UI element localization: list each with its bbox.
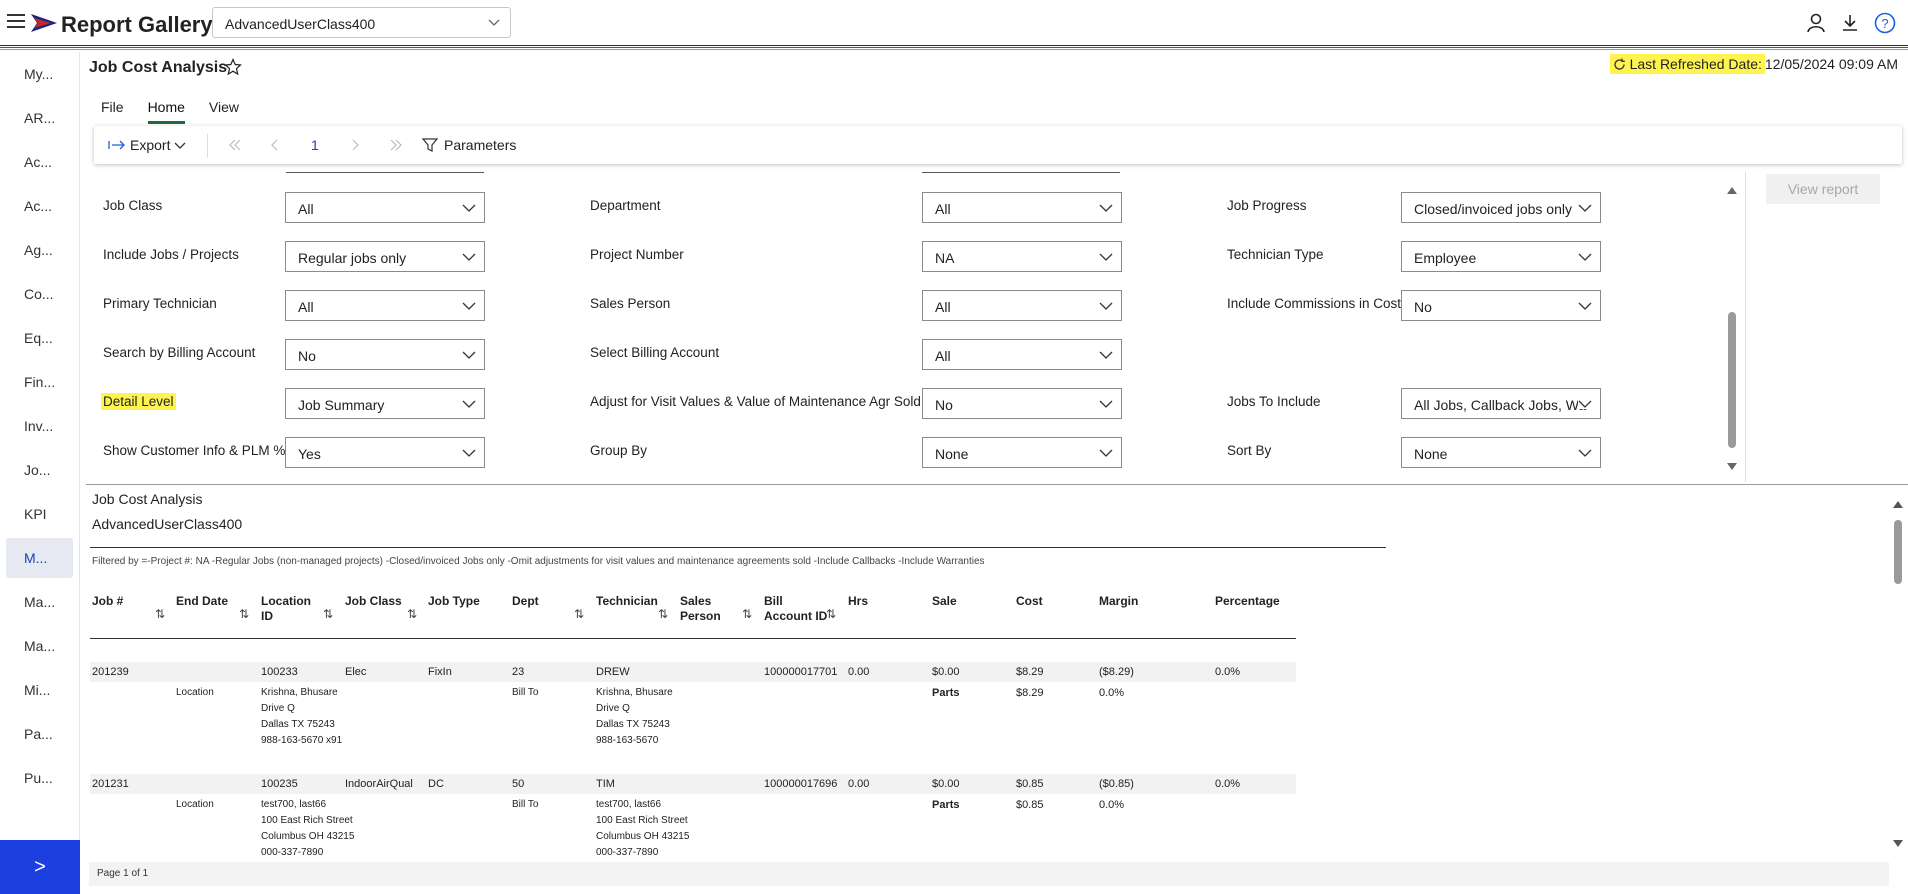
report-viewer xyxy=(86,485,1886,861)
param-value: No xyxy=(298,348,316,364)
sidebar-item[interactable]: KPI xyxy=(24,506,47,522)
param-value: No xyxy=(935,397,953,413)
sidebar-item[interactable]: Co... xyxy=(24,286,54,302)
col-header-line: Person xyxy=(680,609,721,623)
address-line: Drive Q xyxy=(261,703,295,714)
sidebar-item[interactable]: My... xyxy=(24,66,54,82)
chevron-down-icon xyxy=(1578,203,1592,213)
cell-job-type: DC xyxy=(428,778,444,790)
cell-job-class: IndoorAirQual xyxy=(345,778,413,790)
location-label: Location xyxy=(176,687,214,698)
sidebar-item[interactable]: Pu... xyxy=(24,770,53,786)
sidebar-item[interactable]: Eq... xyxy=(24,330,53,346)
last-page-icon[interactable] xyxy=(389,139,403,151)
address-line: test700, last66 xyxy=(261,799,327,810)
param-label-job-progress: Job Progress xyxy=(1227,198,1307,213)
sort-icon[interactable]: ⇅ xyxy=(658,607,669,621)
sidebar-item[interactable]: Fin... xyxy=(24,374,56,390)
cell-job-type: FixIn xyxy=(428,666,452,678)
parts-percentage: 0.0% xyxy=(1099,799,1125,811)
chevron-down-icon xyxy=(174,140,186,150)
param-label-include-jobs: Include Jobs / Projects xyxy=(103,247,239,262)
chevron-down-icon xyxy=(488,17,500,27)
parts-cost: $0.85 xyxy=(1016,799,1044,811)
sidebar xyxy=(0,52,80,894)
cell-dept: 50 xyxy=(512,778,525,790)
parts-cost: $8.29 xyxy=(1016,687,1044,699)
param-label-technician-type: Technician Type xyxy=(1227,247,1324,262)
param-value: All xyxy=(935,348,951,364)
bill-to-address xyxy=(596,685,673,749)
col-header-job-type[interactable]: Job Type xyxy=(428,594,480,608)
export-button[interactable] xyxy=(108,137,186,153)
last-refreshed-highlight xyxy=(1610,54,1765,74)
address-line: 988-163-5670 xyxy=(596,735,659,746)
param-value: Job Summary xyxy=(298,397,385,413)
prev-page-icon[interactable] xyxy=(270,139,280,151)
report-toolbar xyxy=(94,126,1902,164)
sidebar-item[interactable]: Jo... xyxy=(24,462,51,478)
report-subtitle: AdvancedUserClass400 xyxy=(92,516,243,532)
param-label-department: Department xyxy=(590,198,661,213)
filter-icon xyxy=(422,137,438,153)
export-icon xyxy=(108,139,126,151)
parts-label: Parts xyxy=(932,687,960,699)
param-group-by[interactable] xyxy=(922,437,1122,468)
cell-bill-account: 100000017701 xyxy=(764,666,838,678)
cell-hrs: 0.00 xyxy=(848,778,870,790)
address-line: Columbus OH 43215 xyxy=(596,831,690,842)
first-page-icon[interactable] xyxy=(228,139,242,151)
col-header-dept[interactable]: Dept xyxy=(512,594,539,608)
address-line: test700, last66 xyxy=(596,799,662,810)
next-page-icon[interactable] xyxy=(350,139,360,151)
param-value: None xyxy=(1414,446,1448,462)
cell-job-class: Elec xyxy=(345,666,367,678)
col-header-sales-person[interactable] xyxy=(680,594,721,624)
chevron-down-icon xyxy=(1099,301,1113,311)
param-search-billing[interactable] xyxy=(285,339,485,370)
chevron-down-icon xyxy=(462,399,476,409)
param-value: Yes xyxy=(298,446,321,462)
sort-icon[interactable]: ⇅ xyxy=(155,607,166,621)
address-line: Dallas TX 75243 xyxy=(596,719,670,730)
col-header-end-date[interactable]: End Date xyxy=(176,594,229,608)
chevron-down-icon xyxy=(462,448,476,458)
param-include-commissions[interactable] xyxy=(1401,290,1601,321)
user-icon[interactable] xyxy=(1806,13,1826,33)
col-header-bill-account[interactable] xyxy=(764,594,827,624)
cell-location-id: 100233 xyxy=(261,666,298,678)
header-rule xyxy=(90,638,1296,639)
tab-view[interactable]: View xyxy=(208,99,240,115)
cell-location-id: 100235 xyxy=(261,778,298,790)
cell-percentage: 0.0% xyxy=(1215,778,1241,790)
address-line: Columbus OH 43215 xyxy=(261,831,355,842)
sidebar-item[interactable]: Ac... xyxy=(24,198,53,214)
page-number[interactable]: 1 xyxy=(311,137,319,153)
param-adjust-visit[interactable] xyxy=(922,388,1122,419)
address-line: 000-337-7890 xyxy=(261,847,324,858)
col-header-job-class[interactable]: Job Class xyxy=(345,594,402,608)
chevron-down-icon xyxy=(1578,399,1592,409)
cell-sale: $0.00 xyxy=(932,778,960,790)
param-value: Employee xyxy=(1414,250,1477,266)
address-line: 100 East Rich Street xyxy=(596,815,688,826)
page-title: Job Cost Analysis xyxy=(89,59,228,76)
param-value: No xyxy=(1414,299,1432,315)
param-value: Regular jobs only xyxy=(298,250,407,266)
report-filter-text: Filtered by =-Project #: NA -Regular Jobs (non-managed projects) -Closed/invoiced Jobs only -Omit adjustments for visit values and maintenance agreements sold -Include Callbacks -Include Warranties xyxy=(92,556,985,567)
param-show-customer[interactable] xyxy=(285,437,485,468)
download-icon[interactable] xyxy=(1840,13,1860,33)
sidebar-item[interactable]: Mi... xyxy=(24,682,51,698)
param-label-select-billing: Select Billing Account xyxy=(590,345,720,360)
last-refreshed-label: Last Refreshed Date: xyxy=(1629,56,1762,72)
chevron-down-icon xyxy=(1099,448,1113,458)
parameters-label: Parameters xyxy=(444,137,517,153)
address-line: Drive Q xyxy=(596,703,630,714)
cell-hrs: 0.00 xyxy=(848,666,870,678)
refresh-icon[interactable] xyxy=(1613,58,1626,71)
param-label-show-customer: Show Customer Info & PLM % xyxy=(103,443,286,458)
param-job-progress[interactable] xyxy=(1401,192,1601,223)
param-jobs-to-include[interactable] xyxy=(1401,388,1601,419)
report-title-rule xyxy=(90,547,1386,548)
col-header-margin[interactable]: Margin xyxy=(1099,594,1139,608)
address-line: Dallas TX 75243 xyxy=(261,719,335,730)
param-label-jobs-to-include: Jobs To Include xyxy=(1227,394,1321,409)
param-technician-type[interactable] xyxy=(1401,241,1601,272)
sidebar-expand-button[interactable]: > xyxy=(0,840,80,894)
param-job-class[interactable] xyxy=(285,192,485,223)
bill-to-label: Bill To xyxy=(512,687,539,698)
col-header-line: Bill xyxy=(764,594,783,608)
cell-percentage: 0.0% xyxy=(1215,666,1241,678)
bill-to-address xyxy=(596,797,689,861)
tab-file[interactable]: File xyxy=(101,99,124,115)
last-refreshed xyxy=(1610,54,1898,74)
chevron-down-icon xyxy=(462,203,476,213)
chevron-down-icon xyxy=(462,252,476,262)
sort-icon[interactable]: ⇅ xyxy=(826,607,837,621)
sidebar-item[interactable]: Pa... xyxy=(24,726,53,742)
cell-margin: ($0.85) xyxy=(1099,778,1134,790)
param-label-primary-tech: Primary Technician xyxy=(103,296,217,311)
cell-technician: DREW xyxy=(596,666,630,678)
parts-label: Parts xyxy=(932,799,960,811)
param-label-adjust-visit: Adjust for Visit Values & Value of Maintenance Agr Sold xyxy=(590,394,921,409)
chevron-down-icon xyxy=(1578,301,1592,311)
toolbar-divider xyxy=(207,134,208,158)
params-divider xyxy=(1745,172,1746,482)
cell-job: 201239 xyxy=(92,666,129,678)
user-class-value: AdvancedUserClass400 xyxy=(225,16,376,32)
location-address xyxy=(261,685,342,749)
param-value: All xyxy=(935,299,951,315)
report-footer xyxy=(89,862,1889,886)
param-project-number[interactable] xyxy=(922,241,1122,272)
view-report-button[interactable]: View report xyxy=(1766,174,1880,204)
chevron-down-icon xyxy=(1099,203,1113,213)
param-label-job-class: Job Class xyxy=(103,198,163,213)
sidebar-item-active[interactable]: M... xyxy=(6,538,73,578)
logo-icon xyxy=(31,14,57,32)
sidebar-item[interactable]: Ma... xyxy=(24,594,56,610)
param-sales-person[interactable] xyxy=(922,290,1122,321)
cell-margin: ($8.29) xyxy=(1099,666,1134,678)
top-bar xyxy=(0,0,1908,46)
cell-dept: 23 xyxy=(512,666,525,678)
col-header-technician[interactable]: Technician xyxy=(596,594,658,608)
last-refreshed-value: 12/05/2024 09:09 AM xyxy=(1764,56,1898,72)
param-label-detail-level: Detail Level xyxy=(103,394,174,409)
param-label-include-commissions: Include Commissions in Cost xyxy=(1227,296,1402,311)
sidebar-item[interactable]: Ma... xyxy=(24,638,56,654)
page-count: Page 1 of 1 xyxy=(97,868,149,879)
sidebar-item[interactable]: AR... xyxy=(24,110,56,126)
parameters-button[interactable] xyxy=(422,137,516,153)
col-header-job[interactable]: Job # xyxy=(92,594,124,608)
sidebar-item[interactable]: Inv... xyxy=(24,418,54,434)
chevron-down-icon xyxy=(462,301,476,311)
param-label-project-number: Project Number xyxy=(590,247,684,262)
cell-cost: $8.29 xyxy=(1016,666,1044,678)
param-department[interactable] xyxy=(922,192,1122,223)
sort-icon[interactable]: ⇅ xyxy=(407,607,418,621)
param-label-sales-person: Sales Person xyxy=(590,296,671,311)
chevron-down-icon xyxy=(1099,399,1113,409)
param-value: None xyxy=(935,446,969,462)
address-line: 988-163-5670 x91 xyxy=(261,735,343,746)
help-icon[interactable] xyxy=(1874,12,1896,34)
sidebar-item[interactable]: Ac... xyxy=(24,154,53,170)
sort-icon[interactable]: ⇅ xyxy=(239,607,250,621)
location-label: Location xyxy=(176,799,214,810)
app-title: Report Gallery xyxy=(61,12,213,37)
param-sort-by[interactable] xyxy=(1401,437,1601,468)
chevron-down-icon xyxy=(1578,252,1592,262)
param-select-billing[interactable] xyxy=(922,339,1122,370)
chevron-down-icon xyxy=(462,350,476,360)
sort-icon[interactable]: ⇅ xyxy=(574,607,585,621)
sort-icon[interactable]: ⇅ xyxy=(742,607,753,621)
param-value: All Jobs, Callback Jobs, Wa xyxy=(1414,397,1587,413)
parts-percentage: 0.0% xyxy=(1099,687,1125,699)
param-label-search-billing: Search by Billing Account xyxy=(103,345,256,360)
address-line: Krishna, Bhusare xyxy=(261,687,338,698)
param-label-group-by: Group By xyxy=(590,443,648,458)
cell-cost: $0.85 xyxy=(1016,778,1044,790)
param-label-sort-by: Sort By xyxy=(1227,443,1272,458)
col-header-line: Account ID xyxy=(764,609,828,623)
location-address xyxy=(261,797,354,861)
address-line: Krishna, Bhusare xyxy=(596,687,673,698)
ribbon-tabs xyxy=(101,99,239,124)
col-header-cost[interactable]: Cost xyxy=(1016,594,1043,608)
params-scrollbar[interactable] xyxy=(1725,184,1739,474)
param-value: NA xyxy=(935,250,955,266)
col-header-line: Sales xyxy=(680,594,712,608)
user-class-select[interactable] xyxy=(212,7,511,38)
cell-technician: TIM xyxy=(596,778,615,790)
col-header-location-id[interactable] xyxy=(261,594,311,624)
hamburger-menu-icon[interactable] xyxy=(7,14,25,30)
tab-home[interactable]: Home xyxy=(148,99,185,124)
param-value: All xyxy=(298,201,314,217)
col-header-line: ID xyxy=(261,609,273,623)
header-stripes xyxy=(0,45,1908,50)
bill-to-label: Bill To xyxy=(512,799,539,810)
dropdown-edge xyxy=(286,172,484,173)
chevron-down-icon xyxy=(1099,252,1113,262)
chevron-down-icon xyxy=(1099,350,1113,360)
address-line: 100 East Rich Street xyxy=(261,815,353,826)
cell-job: 201231 xyxy=(92,778,129,790)
dropdown-edge xyxy=(922,172,1120,173)
svg-text:?: ? xyxy=(1881,16,1889,31)
col-header-line: Location xyxy=(261,594,311,608)
address-line: 000-337-7890 xyxy=(596,847,659,858)
cell-bill-account: 100000017696 xyxy=(764,778,838,790)
param-value: Closed/invoiced jobs only xyxy=(1414,201,1572,217)
sidebar-item[interactable]: Ag... xyxy=(24,242,53,258)
report-scrollbar[interactable] xyxy=(1888,494,1908,854)
export-label: Export xyxy=(130,137,171,153)
report-title: Job Cost Analysis xyxy=(92,491,203,507)
col-header-percentage[interactable]: Percentage xyxy=(1215,594,1280,608)
param-value: All xyxy=(298,299,314,315)
param-detail-level[interactable] xyxy=(285,388,485,419)
col-header-hrs[interactable]: Hrs xyxy=(848,594,869,608)
param-include-jobs[interactable] xyxy=(285,241,485,272)
cell-sale: $0.00 xyxy=(932,666,960,678)
col-header-sale[interactable]: Sale xyxy=(932,594,957,608)
favorite-star-icon[interactable] xyxy=(224,58,242,76)
sort-icon[interactable]: ⇅ xyxy=(323,607,334,621)
param-value: All xyxy=(935,201,951,217)
chevron-down-icon xyxy=(1578,448,1592,458)
param-primary-tech[interactable] xyxy=(285,290,485,321)
